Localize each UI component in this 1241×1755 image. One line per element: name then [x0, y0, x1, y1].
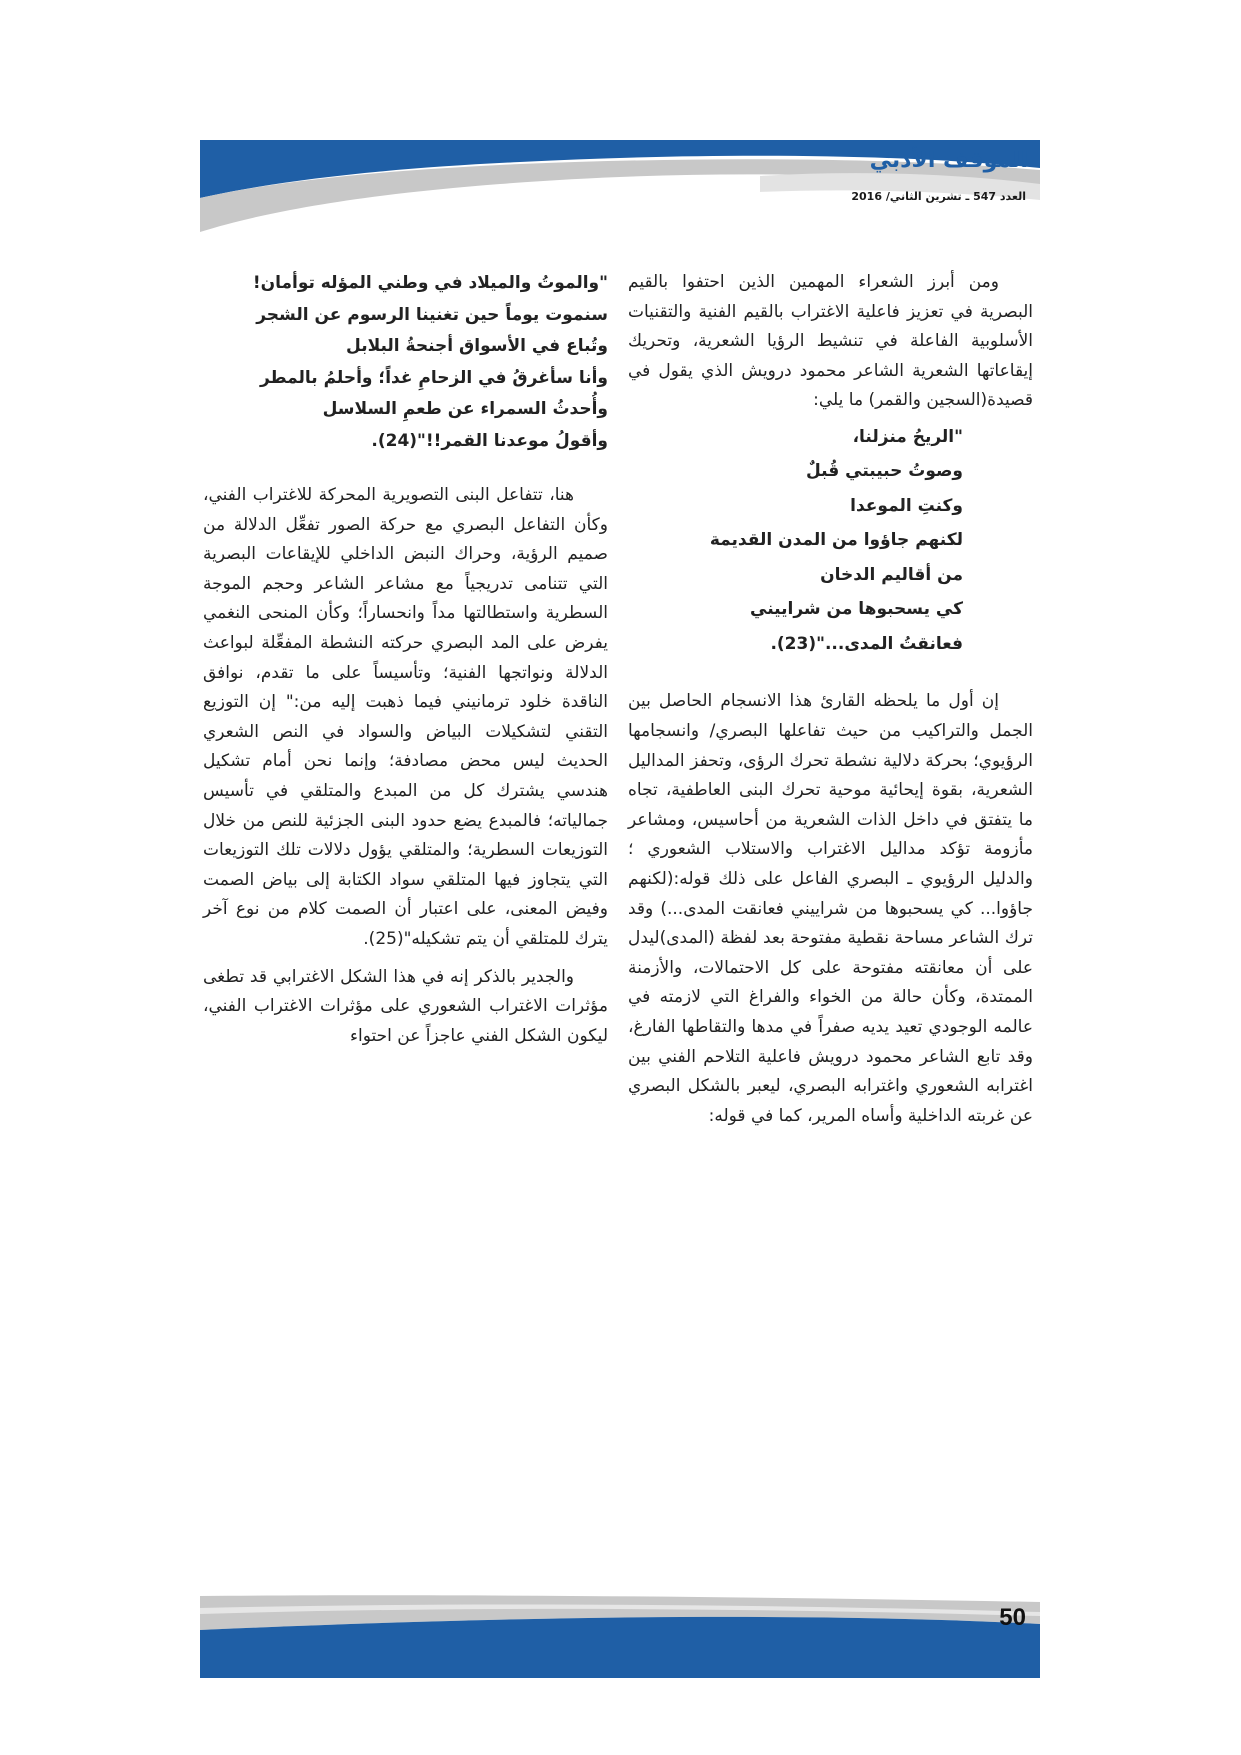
poem-line: وصوتُ حبيبتي قُبلٌ — [805, 461, 963, 482]
page-header — [200, 140, 1040, 250]
poem-line: لكنهم جاؤوا من المدن القديمة — [709, 530, 963, 551]
paragraph: هنا، تتفاعل البنى التصويرية المحركة للاغتراب الفني، وكأن التفاعل البصري مع حركة الصور تفعِّل الدلالة من صميم الرؤية، وحراك النبض الداخلي للإيقاعات البصرية التي تتنامى تدريجياً مع مشاعر الشاعر وحجم الموجة السطرية واستطالتها مداً وانحساراً؛ وكأن المنحى النغمي يفرض على المد البصري حركته النشطة المفعِّلة لبواعث الدلالة ونواتجها الفنية؛ وتأسيساً على ما تقدم، نوافق الناقدة خلود ترمانيني فيما ذهبت إليه من:" إن التوزيع التقني لتشكيلات البياض والسواد في النص الشعري الحديث ليس محض مصادفة؛ وإنما نحن أمام تشكيل هندسي يشترك كل من المبدع والمتلقي في تأسيس جمالياته؛ فالمبدع يضع حدود البنى الجزئية للنص من خلال التوزيعات السطرية؛ والمتلقي يؤول دلالات تلك التوزيعات التي يتجاوز فيها المتلقي سواد الكتابة إلى بياض الصمت وفيض المعنى، على اعتبار أن الصمت كلام من نوع آخر يترك للمتلقي أن يتم تشكيله"(25). — [203, 485, 608, 949]
issue-info: العدد 547 ـ تشرين الثاني/ 2016 — [851, 190, 1026, 203]
footer-swoosh-graphic — [200, 1590, 1040, 1680]
spacer — [203, 955, 608, 963]
poem-line: كي يسحبوها من شراييني — [750, 599, 963, 620]
poem-block — [203, 268, 608, 457]
poem-line: وتُباع في الأسواق أجنحةُ البلابل — [346, 336, 608, 356]
page-footer — [200, 1590, 1040, 1680]
poem-line: وكنتِ الموعدا — [850, 495, 963, 516]
poem-line: "الريحُ منزلنا، — [852, 426, 963, 447]
paragraph: والجدير بالذكر إنه في هذا الشكل الاغترابي قد تطغى مؤثرات الاغتراب الشعوري على مؤثرات الاغتراب الفني، ليكون الشكل الفني عاجزاً عن احتواء — [203, 966, 608, 1046]
poem-line: سنموت يوماً حين تغنينا الرسوم عن الشجر — [256, 304, 608, 325]
right-column — [628, 268, 1033, 1131]
poem-line: "والموتُ والميلاد في وطني المؤله توأمان! — [252, 273, 608, 293]
poem-line: وأنا سأغرقُ في الزحامِ غداً؛ وأحلمُ بالمطر — [259, 367, 608, 388]
poem-line: فعانقتُ المدى..."(23). — [770, 633, 963, 654]
poem-block — [628, 420, 963, 662]
paragraph: إن أول ما يلحظه القارئ هذا الانسجام الحاصل بين الجمل والتراكيب من حيث تفاعلها البصري/ وانسجامها الرؤيوي؛ بحركة دلالية نشطة تحرك الرؤى، وتحفز المداليل الشعرية، بقوة إيحائية موحية تحرك البنى العاطفية، تجاه ما يتفتق في داخل الذات الشعرية من أحاسيس، ومشاعر مأزومة تؤكد مداليل الاغتراب والاستلاب الشعوري ؛ والدليل الرؤيوي ـ البصري الفاعل على ذلك قوله:(لكنهم جاؤوا... كي يسحبوها من شراييني فعانقت المدى...) وقد ترك الشاعر مساحة نقطية مفتوحة بعد لفظة (المدى)ليدل على أن معانقته مفتوحة على كل الاحتمالات، والأزمنة الممتدة، وكأن حالة من الخواء والفراغ التي لازمته في عالمه الوجودي تعيد يديه صفراً في مدها والتقاطها الفارغ، وقد تابع الشاعر محمود درويش فاعلية التلاحم الفني بين اغترابه الشعوري واغترابه البصري، ليعبر بالشكل البصري عن غربته الداخلية وأساه المرير، كما في قوله: — [628, 691, 1033, 1126]
page-number: 50 — [999, 1604, 1026, 1631]
paragraph: ومن أبرز الشعراء المهمين الذين احتفوا بالقيم البصرية في تعزيز فاعلية الاغتراب بالقيم الفنية والتقنيات الأسلوبية الفاعلة في تنشيط الرؤيا الشعرية، وتحريك إيقاعاتها الشعرية الشاعر محمود درويش الذي يقول في قصيدة(السجين والقمر) ما يلي: — [628, 272, 1033, 411]
left-column — [203, 268, 608, 1051]
poem-line: وأُحدثُ السمراء عن طعمِ السلاسل — [322, 399, 608, 419]
poem-line: من أقاليم الدخان — [820, 564, 963, 585]
magazine-logo: الموقف الأدبي — [869, 148, 1028, 173]
poem-line: وأقولُ موعدنا القمر!!"(24). — [371, 430, 608, 451]
